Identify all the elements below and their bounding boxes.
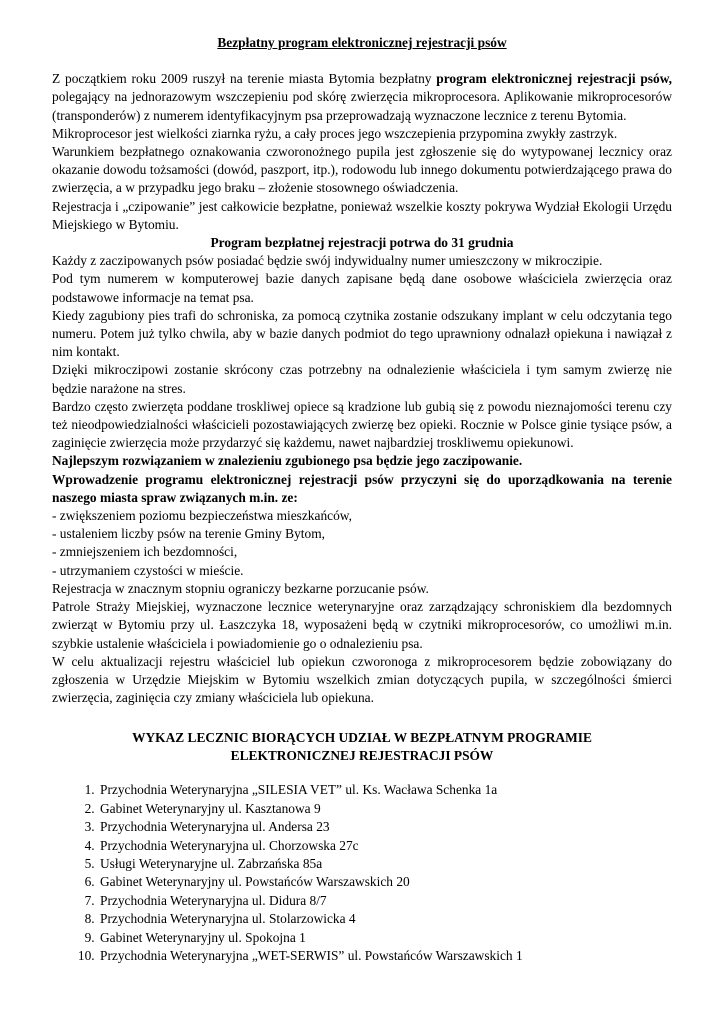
list-item: - zwiększeniem poziomu bezpieczeństwa mieszkańców, <box>52 508 352 524</box>
stress-paragraph: Dzięki mikroczipowi zostanie skrócony czas potrzebny na odnalezienie właściciela i tym samym zwierzę nie będzie narażone na stres. <box>52 362 672 396</box>
clinics-heading-line-1: WYKAZ LECZNIC BIORĄCYCH UDZIAŁ W BEZPŁATNYM PROGRAMIE <box>132 730 592 746</box>
abandonment-paragraph: Rejestracja w znacznym stopniu ograniczy bezkarne porzucanie psów. <box>52 580 429 596</box>
list-item: 9. Gabinet Weterynaryjny ul. Spokojna 1 <box>98 929 672 947</box>
clinics-heading <box>52 729 672 765</box>
list-item: - utrzymaniem czystości w mieście. <box>52 562 244 578</box>
deadline-heading: Program bezpłatnej rejestracji potrwa do 31 grudnia <box>210 235 514 251</box>
list-item: 5. Usługi Weterynaryjne ul. Zabrzańska 85a <box>98 855 672 873</box>
list-item: 2. Gabinet Weterynaryjny ul. Kasztanowa 9 <box>98 800 672 818</box>
intro-text-c: polegający na jednorazowym wszczepieniu pod skórę zwierzęcia mikroprocesora. Aplikowanie mikroprocesorów (transponderów) z numerem identyfikacyjnym psa przeprowadzają wyznaczone lecznice z terenu Bytomia. <box>52 89 672 123</box>
microchip-size-paragraph: Mikroprocesor jest wielkości ziarnka ryżu, a cały proces jego wszczepienia przypomina zwykły zastrzyk. <box>52 125 618 141</box>
list-item: 4. Przychodnia Weterynaryjna ul. Chorzowska 27c <box>98 837 672 855</box>
database-paragraph: Pod tym numerem w komputerowej bazie danych zapisane będą dane osobowe właściciela zwierzęcia oraz podstawowe informacje na temat psa. <box>52 271 672 305</box>
unique-number-paragraph: Każdy z zaczipowanych psów posiadać będzie swój indywidualny numer umieszczony w mikroczipie. <box>52 253 603 269</box>
list-item: 1. Przychodnia Weterynaryjna „SILESIA VET” ul. Ks. Wacława Schenka 1a <box>98 781 672 799</box>
list-item: 10. Przychodnia Weterynaryjna „WET-SERWIS” ul. Powstańców Warszawskich 1 <box>98 947 672 965</box>
list-item: - ustaleniem liczby psów na terenie Gminy Bytom, <box>52 526 325 542</box>
intro-text-bold: program elektronicznej rejestracji psów, <box>436 71 672 87</box>
list-item: 8. Przychodnia Weterynaryjna ul. Stolarzowicka 4 <box>98 910 672 928</box>
intro-paragraph <box>52 70 672 125</box>
clinics-heading-line-2: ELEKTRONICZNEJ REJESTRACJI PSÓW <box>230 748 494 764</box>
readers-paragraph: Patrole Straży Miejskiej, wyznaczone lecznice weterynaryjne oraz zarządzający schroniskiem dla bezdomnych zwierząt w Bytomiu przy ul. Łaszczyka 18, wyposażeni będą w czytniki mikroprocesorów, co umożliwi m.in. szybkie ustalenie właściciela i powiadomienie go o odnalezieniu psa. <box>52 599 672 651</box>
requirements-paragraph: Warunkiem bezpłatnego oznakowania czworonożnego pupila jest zgłoszenie się do wytypowanej lecznicy oraz okazanie dowodu tożsamości (dowód, paszport, itp.), rodowodu lub innego dokumentu potwierdzającego prawa do zwierzęcia, a w przypadku jego braku – złożenie stosownego oświadczenia. <box>52 144 672 196</box>
best-solution-paragraph: Najlepszym rozwiązaniem w znalezieniu zgubionego psa będzie jego zaczipowanie. <box>52 453 523 469</box>
free-registration-paragraph: Rejestracja i „czipowanie” jest całkowicie bezpłatne, ponieważ wszelkie koszty pokrywa Wydział Ekologii Urzędu Miejskiego w Bytomiu. <box>52 198 672 232</box>
list-item: 7. Przychodnia Weterynaryjna ul. Didura 8/7 <box>98 892 672 910</box>
list-item: 3. Przychodnia Weterynaryjna ul. Andersa 23 <box>98 818 672 836</box>
clinics-list <box>52 781 672 965</box>
list-item: - zmniejszeniem ich bezdomności, <box>52 544 238 560</box>
registry-update-paragraph: W celu aktualizacji rejestru właściciel lub opiekun czworonoga z mikroprocesorem będzie zobowiązany do zgłoszenia w Urzędzie Miejskim w Bytomiu wszelkich zmian dotyczących pupila, w szczególności śmierci zwierzęcia, zaginięcia czy zmiany właściciela lub opiekuna. <box>52 653 672 706</box>
program-benefits-intro: Wprowadzenie programu elektronicznej rejestracji psów przyczyni się do uporządkowania na terenie naszego miasta spraw związanych m.in. ze: <box>52 471 672 505</box>
document-title: Bezpłatny program elektronicznej rejestracji psów <box>217 35 507 50</box>
intro-text-a: Z początkiem roku 2009 ruszył na terenie miasta Bytomia bezpłatny <box>52 71 437 87</box>
benefits-list <box>52 507 672 580</box>
shelter-paragraph: Kiedy zagubiony pies trafi do schroniska, za pomocą czytnika zostanie odszukany implant w celu odczytania tego numeru. Potem już tylko chwila, aby w bazie danych podmiot do tego uprawniony odnalazł opiekuna i nawiązał z nim kontakt. <box>52 307 672 360</box>
list-item: 6. Gabinet Weterynaryjny ul. Powstańców Warszawskich 20 <box>98 873 672 891</box>
lost-pets-paragraph: Bardzo często zwierzęta poddane troskliwej opiece są kradzione lub gubią się z powodu nieznajomości terenu czy też nieodpowiedzialności właścicieli pozostawiających zwierzę bez opieki. Rocznie w Polsce ginie tysiące psów, a zaginięcie zwierzęcia może przydarzyć się każdemu, nawet najbardziej troskliwemu opiekunowi. <box>52 398 672 451</box>
